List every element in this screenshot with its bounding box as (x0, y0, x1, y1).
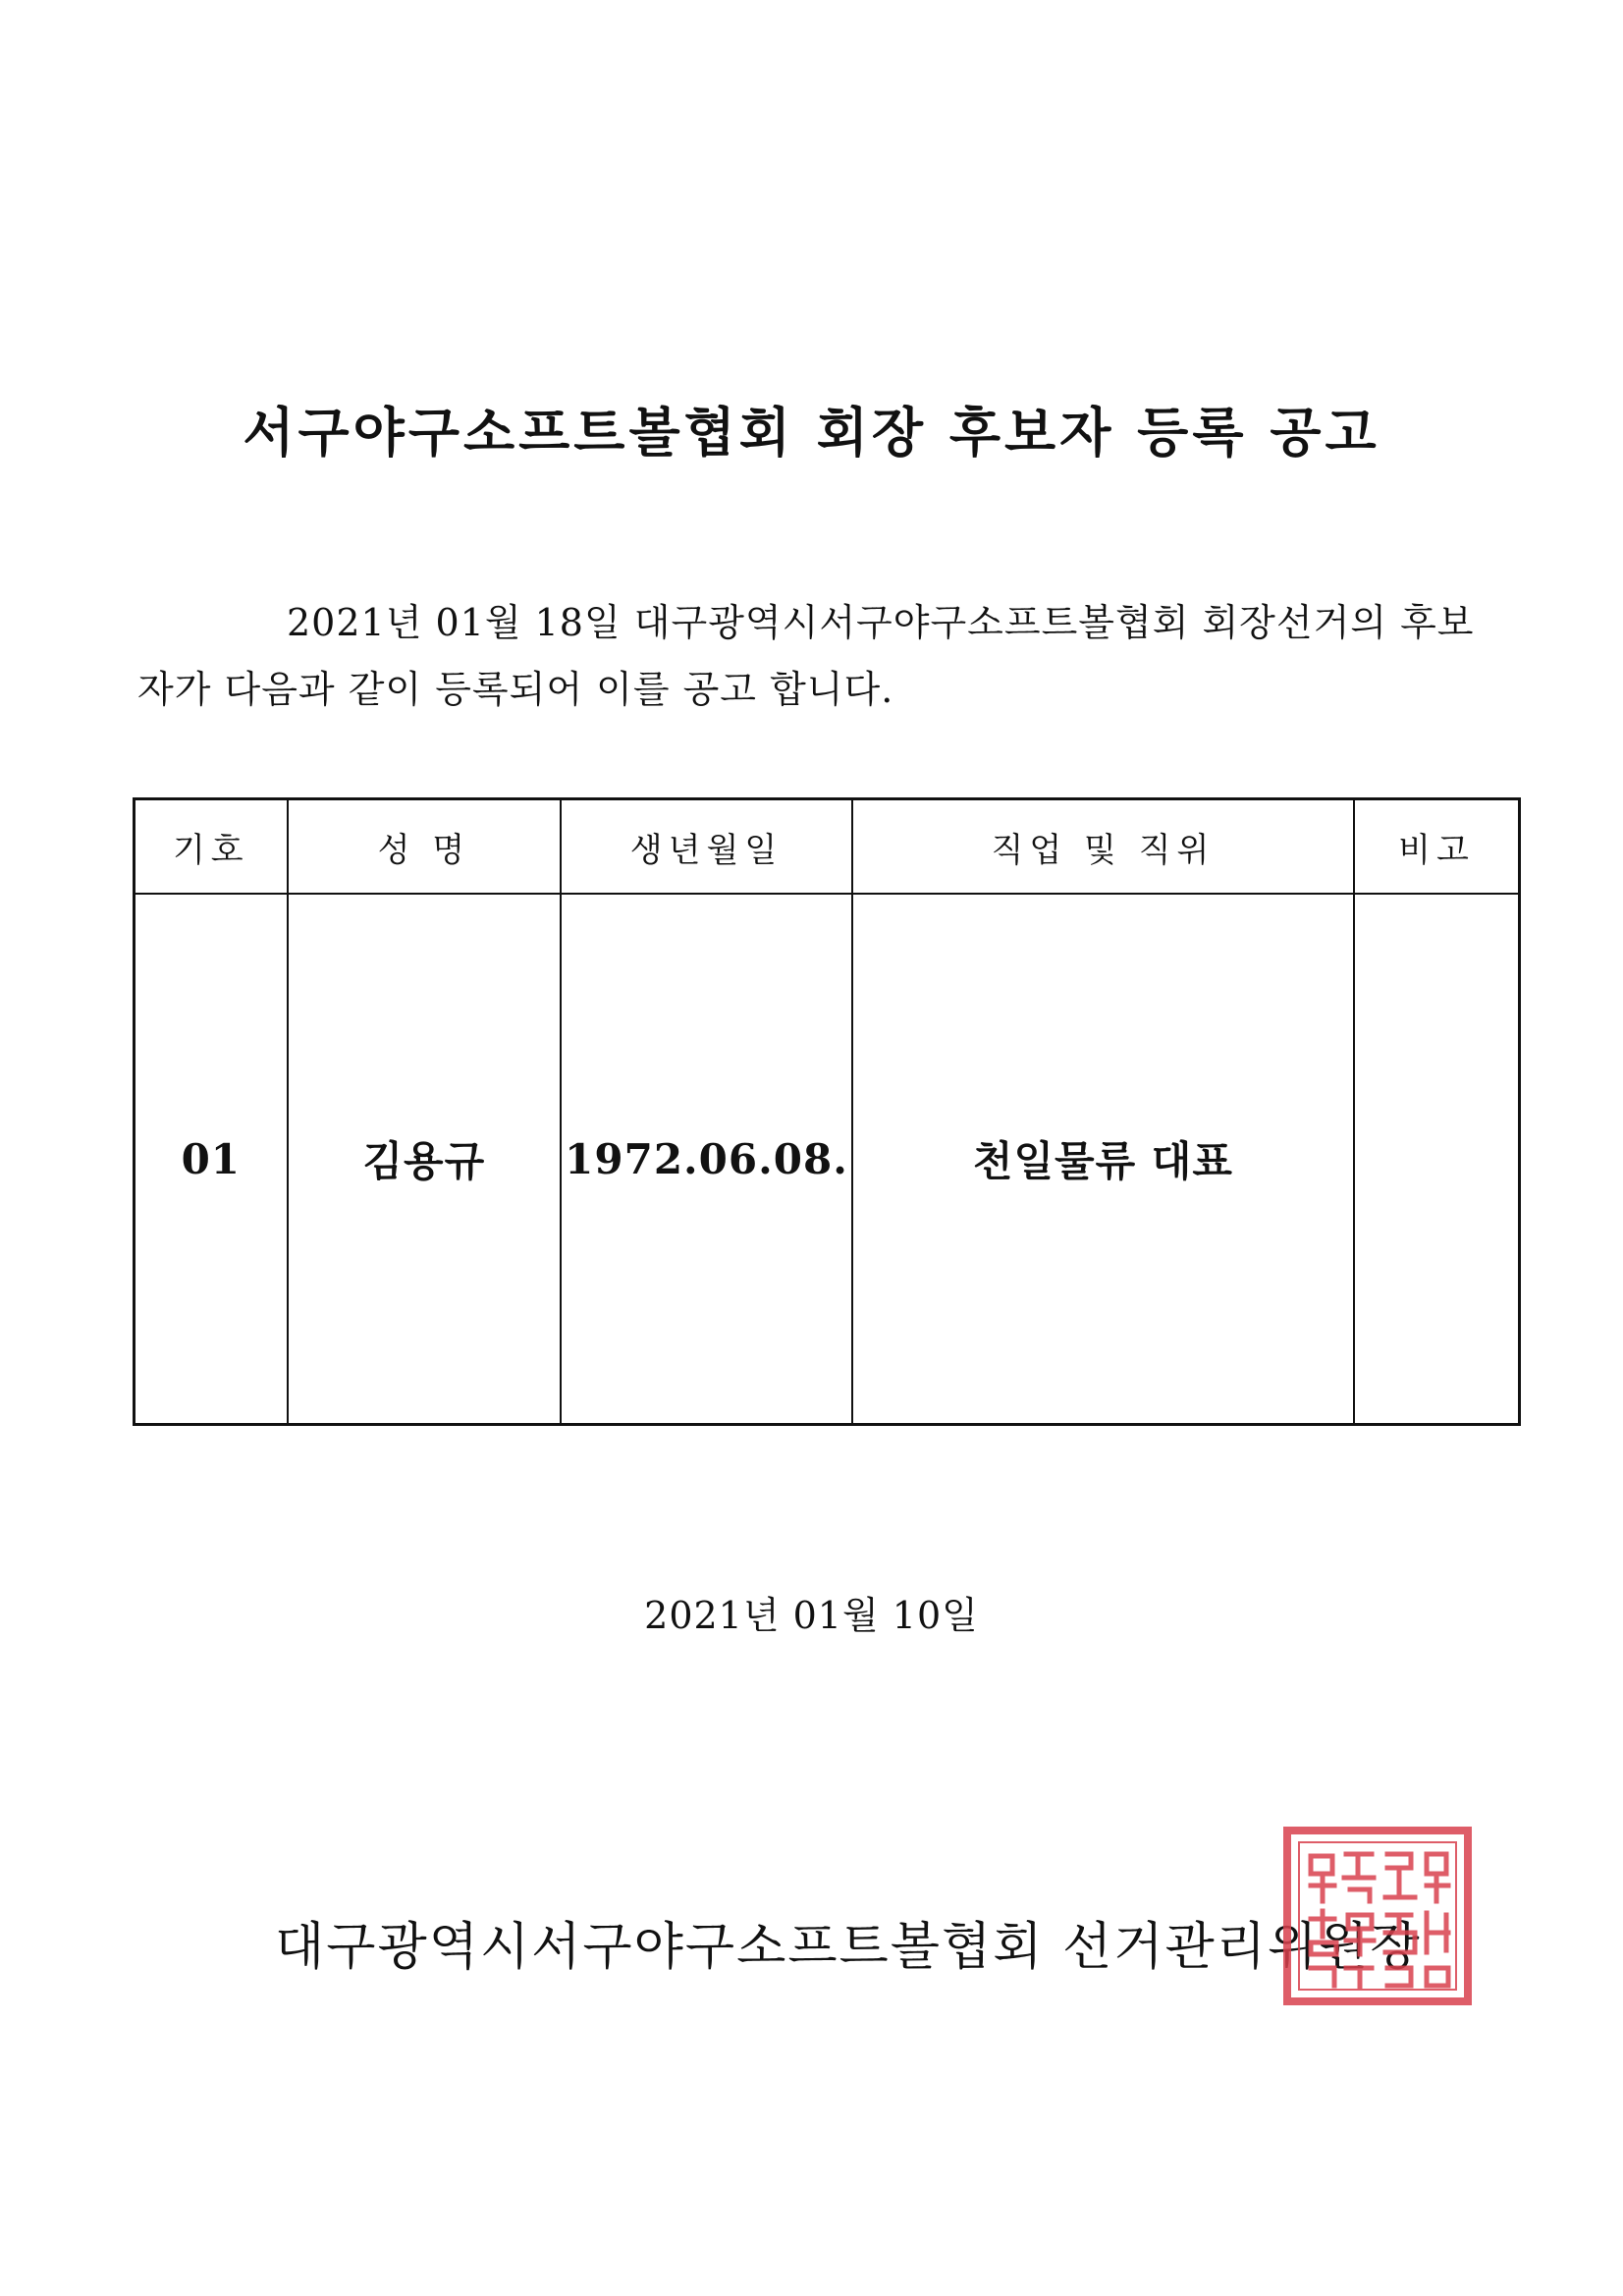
signer-title: 대구광역시서구야구소프트볼협회 선거관리위원장 (275, 1918, 1422, 1977)
notice-body-line1: 2021년 01월 18일 대구광역시서구야구소프트볼협회 회장선거의 후보 (287, 601, 1475, 644)
cell-birth: 1972.06.08. (561, 894, 852, 1425)
cell-job: 천일물류 대표 (852, 894, 1354, 1425)
notice-title: 서구야구소프트볼협회 회장 후보자 등록 공고 (243, 401, 1380, 464)
cell-name: 김용규 (288, 894, 561, 1425)
header-name: 성 명 (288, 799, 561, 895)
table-header-row (135, 799, 1520, 895)
candidate-table (133, 797, 1521, 1426)
header-no: 기호 (135, 799, 288, 895)
header-note: 비고 (1354, 799, 1520, 895)
official-seal-icon (1281, 1825, 1474, 2007)
announcement-date: 2021년 01월 10일 (644, 1594, 979, 1637)
header-birth: 생년월일 (561, 799, 852, 895)
cell-no: 01 (135, 894, 288, 1425)
notice-body-line2: 자가 다음과 같이 등록되어 이를 공고 합니다. (137, 668, 894, 711)
table-row (135, 894, 1520, 1425)
cell-note (1354, 894, 1520, 1425)
seal-glyphs (1311, 1854, 1448, 1988)
notice-body (137, 589, 1542, 723)
header-job: 직업 및 직위 (852, 799, 1354, 895)
